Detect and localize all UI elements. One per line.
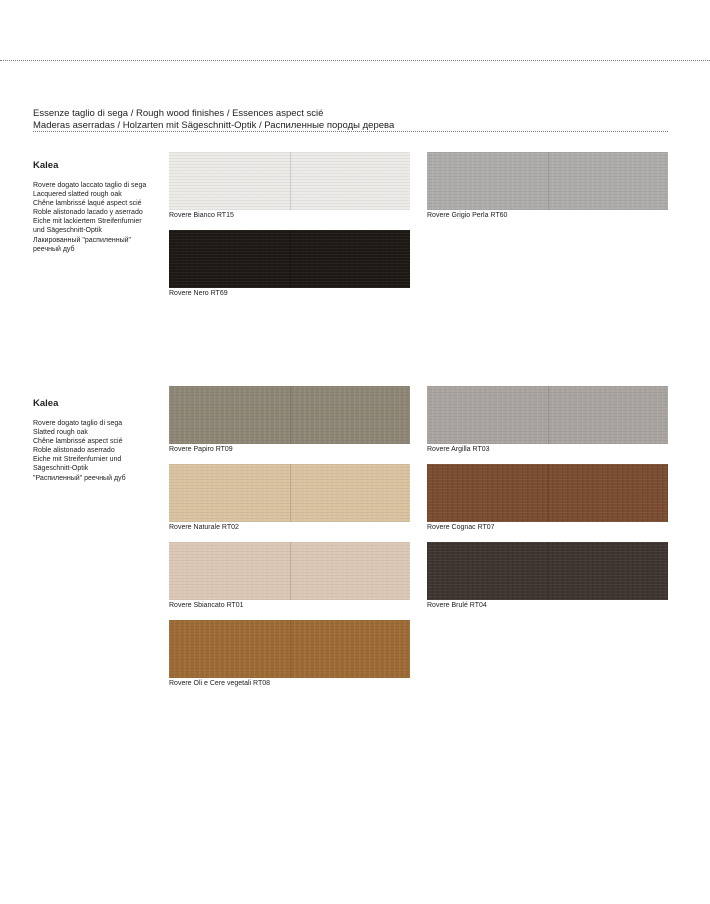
swatch-rovere-naturale [169, 464, 410, 522]
swatch-label: Rovere Naturale RT02 [169, 524, 239, 531]
desc-line: Slatted rough oak [33, 429, 88, 437]
section-1-title: Kalea [33, 160, 59, 171]
desc-line: Lacquered slatted rough oak [33, 191, 122, 199]
desc-line: Chêne lambrissé aspect scié [33, 438, 123, 446]
desc-line: Sägeschnitt-Optik [33, 465, 89, 473]
swatch-rovere-bianco [169, 152, 410, 210]
section-2-title: Kalea [33, 398, 59, 409]
desc-line: "Распиленный" реечный дуб [33, 474, 126, 482]
top-dotted-divider [0, 60, 710, 61]
swatch-rovere-papiro [169, 386, 410, 444]
swatch-rovere-oli-e-cere [169, 620, 410, 678]
desc-line: Roble alistonado aserrado [33, 447, 115, 455]
swatch-label: Rovere Papiro RT09 [169, 446, 233, 453]
swatch-label: Rovere Oli e Cere vegetali RT08 [169, 680, 271, 687]
swatch-label: Rovere Cognac RT07 [427, 524, 495, 531]
swatch-rovere-grigio-perla [427, 152, 668, 210]
desc-line: Rovere dogato taglio di sega [33, 420, 123, 427]
swatch-label: Rovere Sbiancato RT01 [169, 602, 244, 609]
section-2-description [33, 419, 168, 483]
swatch-label: Rovere Argilla RT03 [427, 446, 490, 453]
desc-line: Лакированный "распиленный" [33, 236, 132, 244]
swatch-label: Rovere Grigio Perla RT60 [427, 212, 508, 219]
desc-line: Rovere dogato laccato taglio di sega [33, 182, 147, 189]
desc-line: Roble alistonado lacado y aserrado [33, 209, 143, 217]
swatch-rovere-cognac [427, 464, 668, 522]
swatch-label: Rovere Bianco RT15 [169, 212, 234, 219]
heading-dotted-divider [33, 131, 668, 132]
swatch-rovere-brule [427, 542, 668, 600]
desc-line: Eiche mit lackiertem Streifenfurnier [33, 218, 142, 226]
desc-line: Chêne lambrissé laqué aspect scié [33, 200, 142, 208]
swatch-label: Rovere Nero RT69 [169, 290, 228, 297]
swatch-rovere-sbiancato [169, 542, 410, 600]
swatch-rovere-nero [169, 230, 410, 288]
desc-line: реечный дуб [33, 245, 75, 253]
page-heading [33, 108, 394, 131]
swatch-label: Rovere Brulé RT04 [427, 602, 487, 609]
section-1-description [33, 181, 168, 254]
desc-line: Eiche mit Streifenfurnier und [33, 456, 122, 464]
desc-line: und Sägeschnitt-Optik [33, 227, 102, 235]
heading-line-1: Essenze taglio di sega / Rough wood finishes / Essences aspect scié [33, 108, 324, 119]
heading-line-2: Maderas aserradas / Holzarten mit Sägeschnitt-Optik / Распиленные породы дерева [33, 119, 395, 131]
swatch-rovere-argilla [427, 386, 668, 444]
